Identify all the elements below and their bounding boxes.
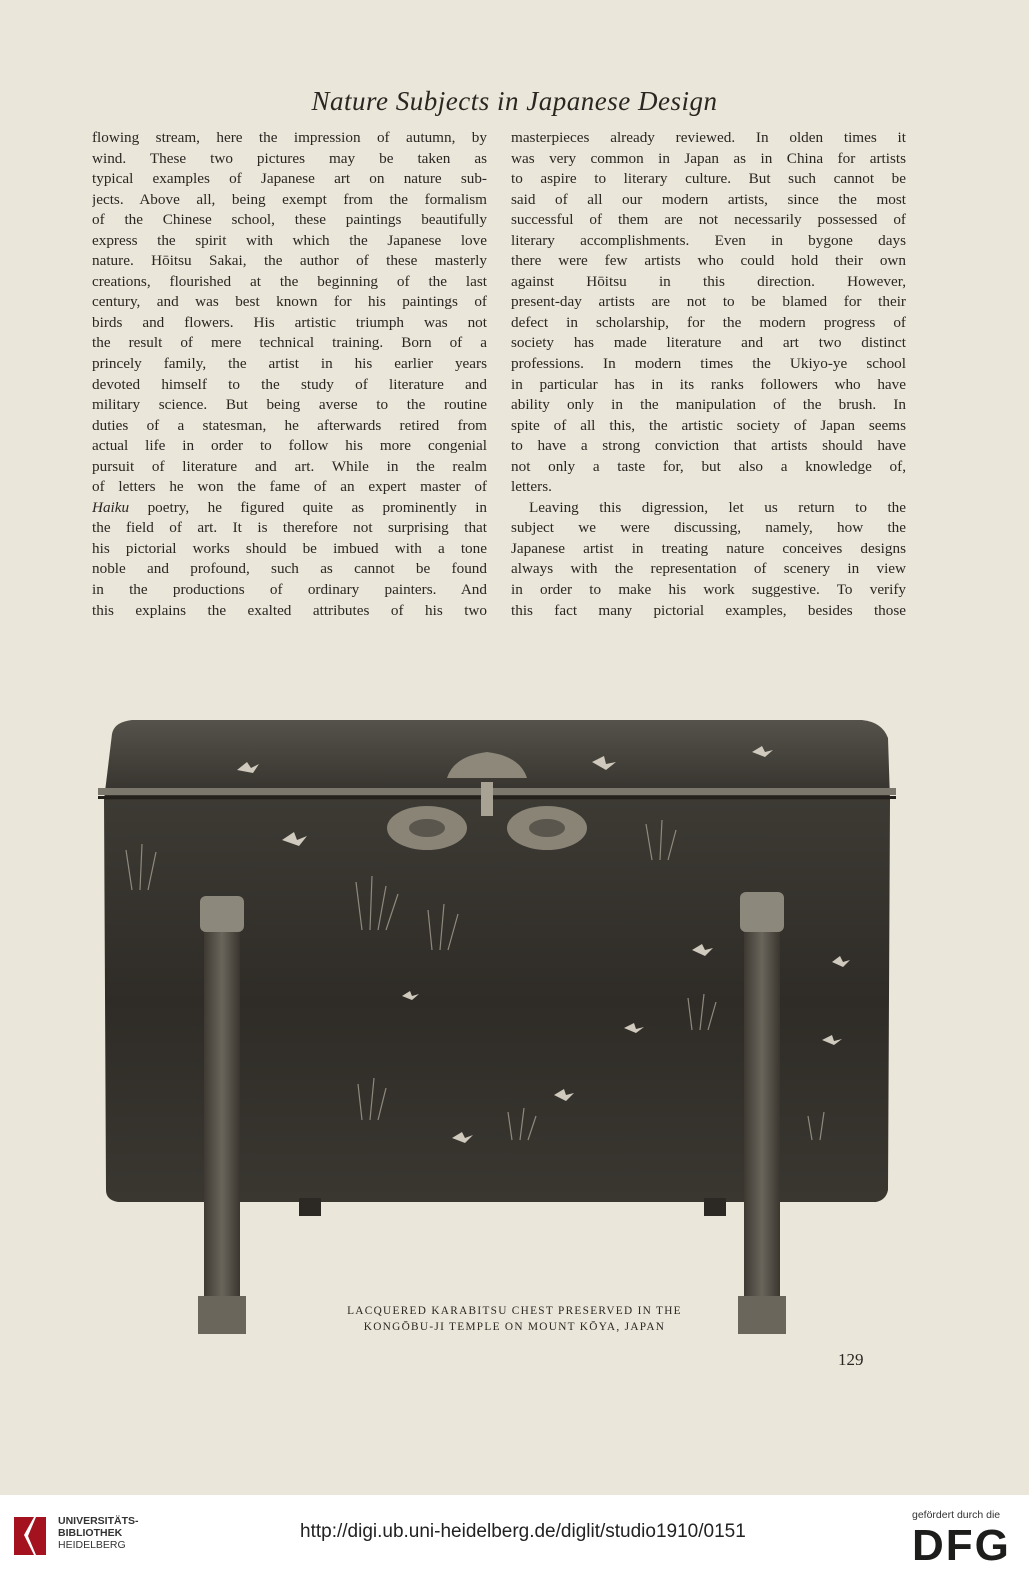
text-line: this explains the exalted attributes of his two <box>92 601 487 619</box>
digitization-footer <box>0 1495 1029 1577</box>
text-line: military science. But being averse to the routine <box>92 396 487 414</box>
text-line: of the Chinese school, these paintings beautifully <box>92 211 487 229</box>
text-line: there were few artists who could hold their own <box>511 252 906 270</box>
text-line: typical examples of Japanese art on nature sub- <box>92 170 487 188</box>
text-line: creations, flourished at the beginning of the last <box>92 272 487 290</box>
text-line: princely family, the artist in his earlier years <box>92 355 487 373</box>
text-line: defect in scholarship, for the modern progress of <box>511 313 906 331</box>
text-line: professions. In modern times the Ukiyo-ye school <box>511 355 906 373</box>
text-line: present-day artists are not to be blamed for their <box>511 293 906 311</box>
haiku-italic: Haiku <box>92 498 130 516</box>
caption-line-1: LACQUERED KARABITSU CHEST PRESERVED IN THE <box>347 1305 682 1317</box>
lacquered-chest-image <box>92 700 904 1350</box>
text-line: his pictorial works should be imbued with a tone <box>92 539 487 557</box>
text-line: express the spirit with which the Japanese love <box>92 231 487 249</box>
text-line: was very common in Japan as in China for artists <box>511 149 906 167</box>
library-line-1: UNIVERSITÄTS- <box>58 1515 139 1527</box>
university-library-logo-icon <box>10 1511 50 1561</box>
text-line: nature. Hōitsu Sakai, the author of these masterly <box>92 252 487 270</box>
text-line: noble and profound, such as cannot be found <box>92 560 487 578</box>
text-line: actual life in order to follow his more congenial <box>92 437 487 455</box>
text-line: wind. These two pictures may be taken as <box>92 149 487 167</box>
text-line: flowing stream, here the impression of autumn, by <box>92 129 487 146</box>
text-line: letters. <box>511 478 552 496</box>
text-line: the field of art. It is therefore not surprising that <box>92 519 487 537</box>
text-line: birds and flowers. His artistic triumph was not <box>92 313 487 331</box>
text-line: subject we were discussing, namely, how the <box>511 519 906 537</box>
text-line: in particular has in its ranks followers who have <box>511 375 906 393</box>
text-line: successful of them are not necessarily possessed of <box>511 211 906 229</box>
running-head: Nature Subjects in Japanese Design <box>311 86 718 116</box>
text-line: duties of a statesman, he afterwards retired from <box>92 416 487 434</box>
library-line-2: BIBLIOTHEK <box>58 1527 123 1539</box>
text-line: of letters he won the fame of an expert master of <box>92 478 487 496</box>
text-line: masterpieces already reviewed. In olden times it <box>511 129 906 146</box>
text-line: to aspire to literary culture. But such cannot be <box>511 170 906 188</box>
text-line: in order to make his work suggestive. To verify <box>511 581 906 599</box>
text-line: to have a strong conviction that artists should have <box>511 437 906 455</box>
library-name <box>58 1515 139 1551</box>
library-line-3: HEIDELBERG <box>58 1539 126 1551</box>
page-number: 129 <box>838 1350 864 1369</box>
text-line: spite of all this, the artistic society of Japan seems <box>511 416 906 434</box>
caption-line-2: KONGŌBU-JI TEMPLE ON MOUNT KŌYA, JAPAN <box>363 1321 666 1333</box>
text-line: jects. Above all, being exempt from the formalism <box>92 190 487 208</box>
permalink-url[interactable]: http://digi.ub.uni-heidelberg.de/diglit/studio1910/0151 <box>300 1521 746 1542</box>
text-line: ability only in the manipulation of the brush. In <box>511 396 906 414</box>
text-line: pursuit of literature and art. While in the realm <box>92 457 487 475</box>
text-line: society has made literature and art two distinct <box>511 334 906 352</box>
text-column-left <box>92 128 487 621</box>
text-fragment: poetry, he figured quite as prominently in <box>147 498 487 516</box>
figure-caption <box>0 1303 1029 1335</box>
dfg-logo: DFG <box>912 1521 1011 1570</box>
text-line: said of all our modern artists, since the most <box>511 190 906 208</box>
text-line: against Hōitsu in this direction. However, <box>511 272 906 290</box>
text-line: the result of mere technical training. Born of a <box>92 334 487 352</box>
funded-by-label: gefördert durch die <box>912 1509 1001 1521</box>
text-column-right <box>511 128 906 621</box>
text-line: literary accomplishments. Even in bygone days <box>511 231 906 249</box>
text-line-with-italic <box>92 498 487 519</box>
text-line: this fact many pictorial examples, besides those <box>511 601 906 619</box>
text-line: devoted himself to the study of literature and <box>92 375 487 393</box>
chest-photograph <box>92 700 904 1350</box>
text-line: not only a taste for, but also a knowledge of, <box>511 457 906 475</box>
text-line: Japanese artist in treating nature conceives designs <box>511 539 906 557</box>
text-line: century, and was best known for his paintings of <box>92 293 487 311</box>
text-line: Leaving this digression, let us return to the <box>529 498 906 516</box>
text-line: in the productions of ordinary painters. And <box>92 581 487 599</box>
text-line: always with the representation of scenery in view <box>511 560 906 578</box>
